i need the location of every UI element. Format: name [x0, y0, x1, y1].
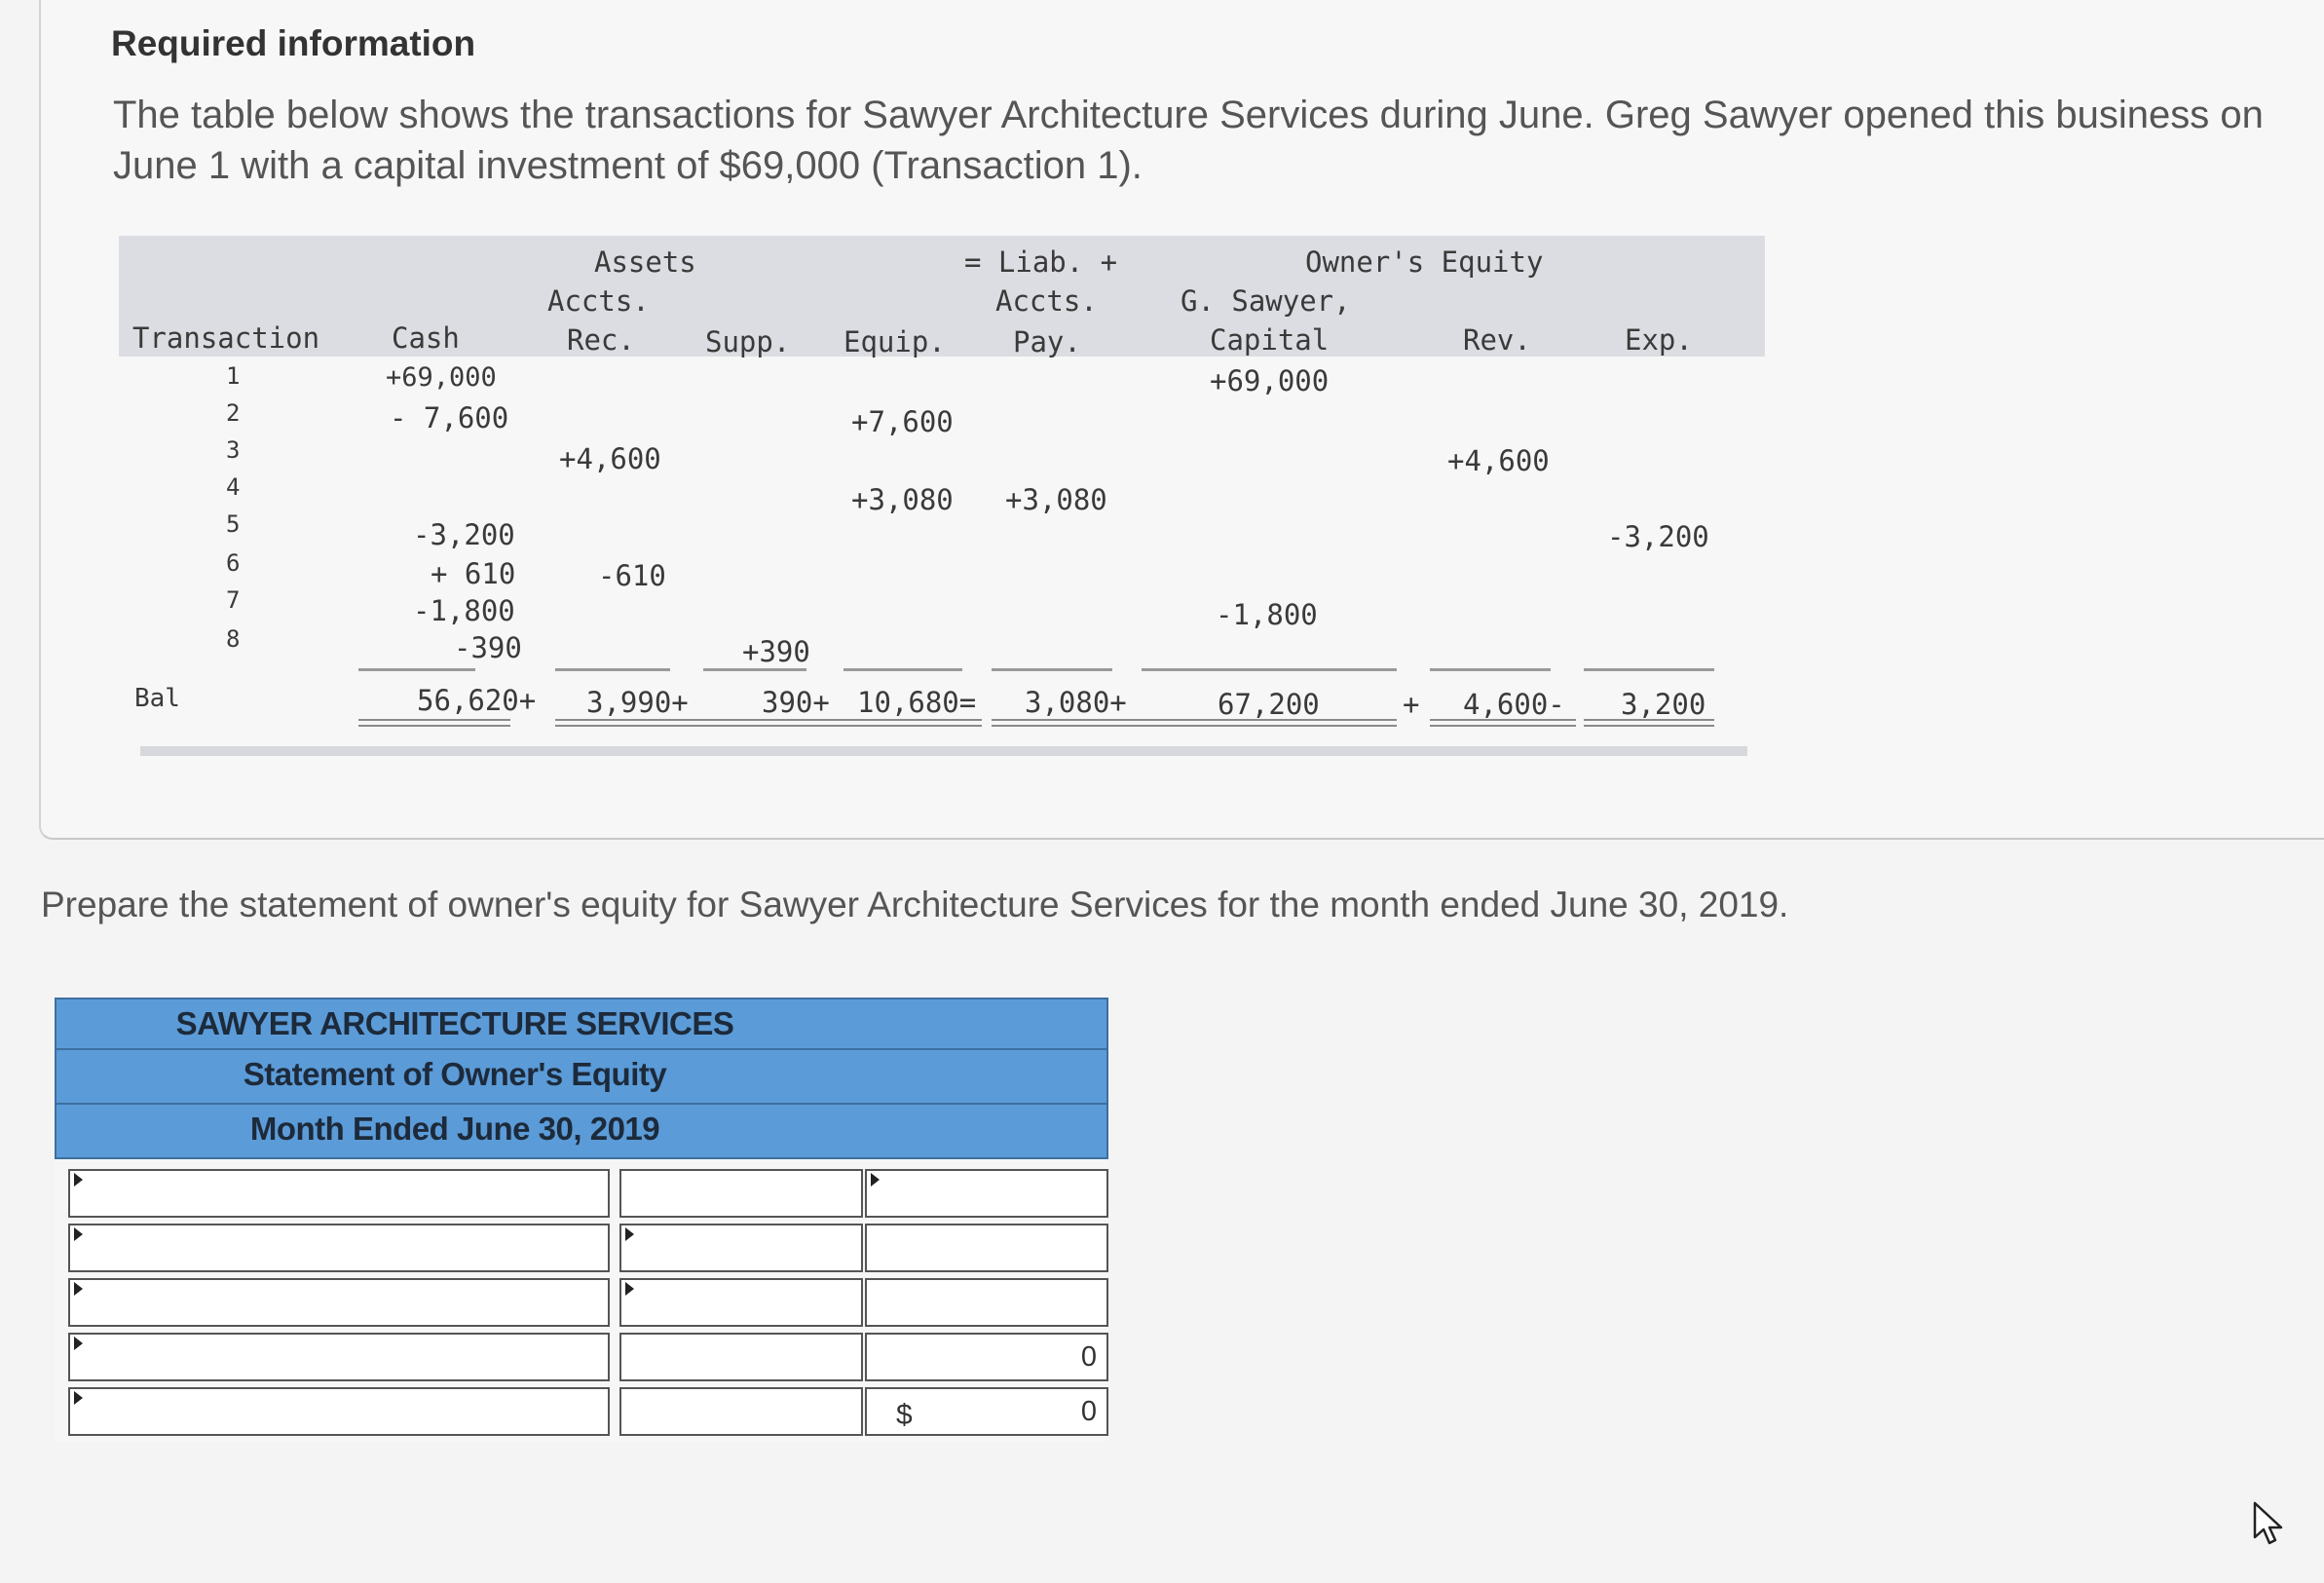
exp-double-underline	[1584, 719, 1714, 727]
t4-accts-pay: +3,080	[1005, 483, 1107, 516]
t5-cash: -3,200	[413, 518, 515, 551]
t2-cash: - 7,600	[390, 401, 509, 434]
col-rev: Rev.	[1463, 323, 1531, 357]
transaction-number: 8	[226, 625, 241, 653]
intro-text: The table below shows the transactions for Sawyer Architecture Services during June. Greg Sawyer opened this business on June 1 with a capital investment of $69,000 (Transaction 1).	[113, 94, 2264, 187]
supp-underline	[703, 668, 806, 671]
col-transaction: Transaction	[132, 321, 320, 355]
col-accts-pay-2: Pay.	[1013, 325, 1081, 358]
t1-cash: +69,000	[386, 362, 497, 393]
balance-label: Bal	[134, 684, 180, 713]
t8-supp: +390	[742, 635, 810, 668]
dropdown-caret-icon	[625, 1227, 634, 1241]
balance-rev: 4,600-	[1463, 688, 1565, 721]
mouse-pointer-icon	[2252, 1500, 2285, 1547]
transaction-number: 6	[226, 549, 241, 577]
balance-supp: 390+	[762, 686, 830, 719]
col-cash: Cash	[392, 321, 460, 355]
dropdown-caret-icon	[74, 1227, 83, 1241]
balance-capital: 67,200	[1218, 688, 1320, 721]
equip-double-underline	[843, 719, 982, 727]
transaction-number: 5	[226, 510, 241, 538]
equip-underline	[843, 668, 962, 671]
col-capital-2: Capital	[1210, 323, 1330, 357]
instruction-text: Prepare the statement of owner's equity for Sawyer Architecture Services for the month ended June 30, 2019.	[41, 885, 1789, 924]
rec-double-underline	[555, 719, 707, 727]
balance-plus: +	[1403, 688, 1420, 721]
amount-input-row-2-col-2[interactable]	[865, 1224, 1108, 1272]
balance-exp: 3,200	[1621, 688, 1706, 721]
col-equip: Equip.	[843, 325, 946, 358]
label-input-row-5[interactable]	[68, 1387, 610, 1436]
capital-double-underline	[1142, 719, 1397, 727]
dropdown-caret-icon	[74, 1391, 83, 1405]
amount-input-row-3-col-2[interactable]	[865, 1278, 1108, 1327]
balance-rec: 3,990+	[586, 686, 689, 719]
amount-input-row-4-col-1[interactable]	[619, 1333, 863, 1381]
balance-equip: 10,680=	[857, 686, 977, 719]
t7-capital: -1,800	[1216, 598, 1318, 631]
amount-output-row-4: 0	[865, 1333, 1108, 1381]
transaction-number: 2	[226, 399, 241, 427]
dropdown-caret-icon	[625, 1282, 634, 1296]
col-accts-pay-1: Accts.	[995, 284, 1098, 318]
t3-rev: +4,600	[1447, 444, 1550, 477]
statement-title: Statement of Owner's Equity	[55, 1050, 1108, 1105]
t6-cash: + 610	[431, 557, 516, 590]
dropdown-caret-icon	[74, 1173, 83, 1187]
balance-cash: 56,620+	[417, 684, 537, 717]
t6-accts-rec: -610	[598, 559, 666, 592]
total-row-5	[865, 1387, 1108, 1436]
col-accts-rec-2: Rec.	[567, 323, 635, 357]
cash-underline	[358, 668, 475, 671]
label-input-row-1[interactable]	[68, 1169, 610, 1218]
t3-accts-rec: +4,600	[559, 442, 661, 475]
rec-underline	[555, 668, 670, 671]
t2-equip: +7,600	[851, 405, 954, 438]
label-input-row-3[interactable]	[68, 1278, 610, 1327]
rev-double-underline	[1430, 719, 1576, 727]
section-title: Required information	[111, 23, 476, 63]
dropdown-caret-icon	[74, 1337, 83, 1350]
col-accts-rec-1: Accts.	[547, 284, 650, 318]
transaction-number: 7	[226, 586, 241, 614]
capital-underline	[1142, 668, 1397, 671]
statement-of-owners-equity	[55, 998, 1108, 1442]
balance-pay: 3,080+	[1025, 686, 1127, 719]
table-bottom-strip	[140, 746, 1747, 756]
rev-underline	[1430, 668, 1551, 671]
t5-exp: -3,200	[1607, 520, 1709, 553]
transaction-number: 3	[226, 436, 241, 464]
assets-header: Assets	[594, 245, 696, 279]
t1-capital: +69,000	[1210, 364, 1330, 397]
dropdown-caret-icon	[871, 1173, 880, 1187]
transactions-table	[119, 236, 1765, 762]
total-value: 0	[1080, 1396, 1097, 1427]
amount-input-row-1-col-2[interactable]	[865, 1169, 1108, 1218]
amount-input-row-1-col-1[interactable]	[619, 1169, 863, 1218]
t4-equip: +3,080	[851, 483, 954, 516]
amount-input-row-2-col-1[interactable]	[619, 1224, 863, 1272]
col-supp: Supp.	[705, 325, 791, 358]
transaction-number: 4	[226, 473, 241, 501]
owners-equity-header: Owner's Equity	[1305, 245, 1544, 279]
label-input-row-2[interactable]	[68, 1224, 610, 1272]
t7-cash: -1,800	[413, 594, 515, 627]
t8-cash: -390	[454, 631, 522, 664]
pay-double-underline	[992, 719, 1142, 727]
label-input-row-4[interactable]	[68, 1333, 610, 1381]
exp-underline	[1584, 668, 1714, 671]
col-capital-1: G. Sawyer,	[1181, 284, 1351, 318]
amount-input-row-3-col-1[interactable]	[619, 1278, 863, 1327]
pay-underline	[992, 668, 1112, 671]
supp-double-underline	[703, 719, 843, 727]
statement-input-grid	[55, 1159, 1108, 1442]
col-exp: Exp.	[1625, 323, 1693, 357]
statement-company-name: SAWYER ARCHITECTURE SERVICES	[55, 998, 1108, 1050]
amount-input-row-5-col-1[interactable]	[619, 1387, 863, 1436]
statement-period: Month Ended June 30, 2019	[55, 1105, 1108, 1159]
transaction-number: 1	[226, 362, 241, 390]
currency-symbol: $	[896, 1399, 913, 1431]
dropdown-caret-icon	[74, 1282, 83, 1296]
cash-double-underline	[358, 719, 510, 727]
liabilities-header: = Liab. +	[964, 245, 1118, 279]
